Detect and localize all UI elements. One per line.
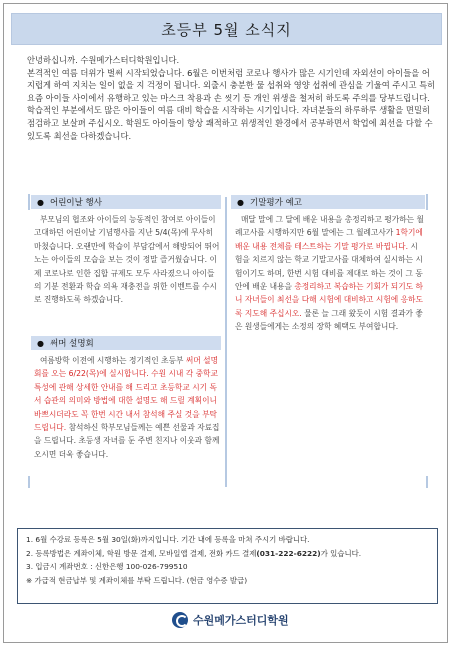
divider-corner bbox=[426, 476, 428, 488]
exam-text-highlight-2: 총정리하고 복습하는 기회가 되기도 하니 자녀들이 최선을 다해 시험에 대비하고 시험에 응하도록 지도해 주십시오. bbox=[235, 282, 423, 318]
exam-text-a: 매달 말에 그 달에 배운 내용을 총정리하고 평가하는 월례고사를 시행하지만 6월 말에는 그 월례고사가 bbox=[235, 215, 424, 238]
exam-text bbox=[235, 213, 425, 334]
info-line-3: 3. 입금시 계좌번호 : 신한은행 100-026-799510 bbox=[26, 562, 188, 572]
info-line-2-a: 2. 등록방법은 계좌이체, 학원 방문 결제, 모바일앱 결제, 전화 카드 결제 bbox=[26, 548, 257, 558]
section-heading-label: 써머 설명회 bbox=[49, 339, 94, 349]
bullet-icon: ● bbox=[37, 338, 44, 348]
section-heading-label: 기말평가 예고 bbox=[249, 198, 302, 208]
section-heading-exam bbox=[231, 195, 425, 209]
academy-logo bbox=[172, 611, 289, 629]
intro-greeting: 안녕하십니까. 수원메가스터디학원입니다. bbox=[27, 55, 180, 65]
column-divider bbox=[225, 197, 227, 487]
info-line-2-b: 가 있습니다. bbox=[320, 548, 362, 558]
newsletter-page bbox=[3, 3, 448, 643]
section-heading-label: 어린이날 행사 bbox=[49, 198, 102, 208]
exam-text-b: 시험을 치르지 않는 학교 기말고사를 대체하여 실시하는 시험이기도 하며, 한번 시험 대비를 제대로 하는 것이 그 동안에 배운 내용을 bbox=[235, 241, 423, 292]
children-day-text: 부모님의 협조와 아이들의 능동적인 참여로 아이들이 고대하던 어린이날 기념행사를 지난 5/4(목)에 무사히 마쳤습니다. 오랜만에 학습이 부담감에서 해방되어 뛰어노는 아이들의 모습을 보는 것이 정말 즐거웠습니다. 이제 코로나로 인한 집합 규제도 모두 사라졌으니 아이들의 기분 전환과 학습 의욕 재충전을 위한 이벤트를 수시로 진행하도록 하겠습니다. bbox=[34, 215, 220, 305]
academy-logo-icon bbox=[172, 612, 188, 628]
intro-section bbox=[19, 54, 437, 142]
title-bar bbox=[11, 13, 442, 45]
divider-corner bbox=[28, 476, 30, 488]
bullet-icon: ● bbox=[237, 197, 244, 207]
bullet-icon: ● bbox=[37, 197, 44, 207]
info-line-2 bbox=[26, 547, 429, 561]
info-phone: (031-222-6222) bbox=[256, 548, 321, 558]
seminar-text-a: 여름방학 이전에 시행하는 정기적인 초등부 bbox=[40, 356, 186, 365]
info-note: ※ 가급적 현금납부 및 계좌이체를 부탁 드립니다. (현금 영수증 발급) bbox=[26, 576, 248, 586]
exam-text-highlight-1: 1학기에 배운 내용 전체를 테스트하는 기말 평가로 바뀝니다. bbox=[235, 228, 423, 251]
divider-corner bbox=[426, 194, 428, 210]
seminar-text-highlight: 써머 설명회를 오는 6/22(목)에 실시합니다. 수원 시내 각 중학교 특성에 관해 상세한 안내를 해 드리고 초등학교 시기 독서 습관의 의미와 방법에 대한 설명도 해 드릴 계획이니 바쁘시더라도 꼭 한번 시간 내서 참석해 주실 것을 부탁드립니다. bbox=[34, 356, 219, 433]
seminar-text-b: 참석하신 학부모님들께는 예쁜 선물과 자료집을 드립니다. 초등생 자녀를 둔 주변 친지나 이웃과 함께 오시면 더욱 좋습니다. bbox=[34, 423, 220, 459]
registration-info-box bbox=[17, 528, 438, 604]
section-heading-seminar bbox=[31, 336, 221, 350]
intro-body: 본격적인 여름 더위가 벌써 시작되었습니다. 6월은 이번처럼 코로나 행사가 많은 시기인데 자외선이 아이들을 어지럽게 하여 지치는 일이 없을 지 걱정이 됩니다. 외출시 충분한 물 섭취와 영양 섭취에 관심을 기울여 주시고 특히 요즘 아이들 사이에서 유행하고 있는 마스크 착용과 손 씻기 등 개인 위생을 철저히 하도록 주의를 당부드립니다. 학습적인 부분에서도 많은 아이들이 여름 대비 학습을 시작하는 시기입니다. 자녀분들의 하루하루 생활을 면밀히 점검하고 보살펴 주십시오. 학원도 아이들이 항상 쾌적하고 위생적인 환경에서 공부하면서 학업에 최선을 다할 수 있도록 최선을 다하겠습니다. bbox=[27, 67, 436, 141]
seminar-text bbox=[34, 354, 221, 461]
info-line-1: 1. 6월 수강료 등록은 5월 30일(화)까지입니다. 기간 내에 등록을 마쳐 주시기 바랍니다. bbox=[26, 535, 310, 544]
section-heading-children-day bbox=[31, 195, 221, 209]
page-title: 초등부 5월 소식지 bbox=[161, 20, 292, 39]
exam-text-c: 물론 늘 그래 왔듯이 시험 결과가 좋은 원생들에게는 소정의 장학 혜택도 부여합니다. bbox=[235, 308, 423, 332]
divider-corner bbox=[28, 194, 30, 210]
academy-logo-name: 수원메가스터디학원 bbox=[193, 614, 289, 627]
